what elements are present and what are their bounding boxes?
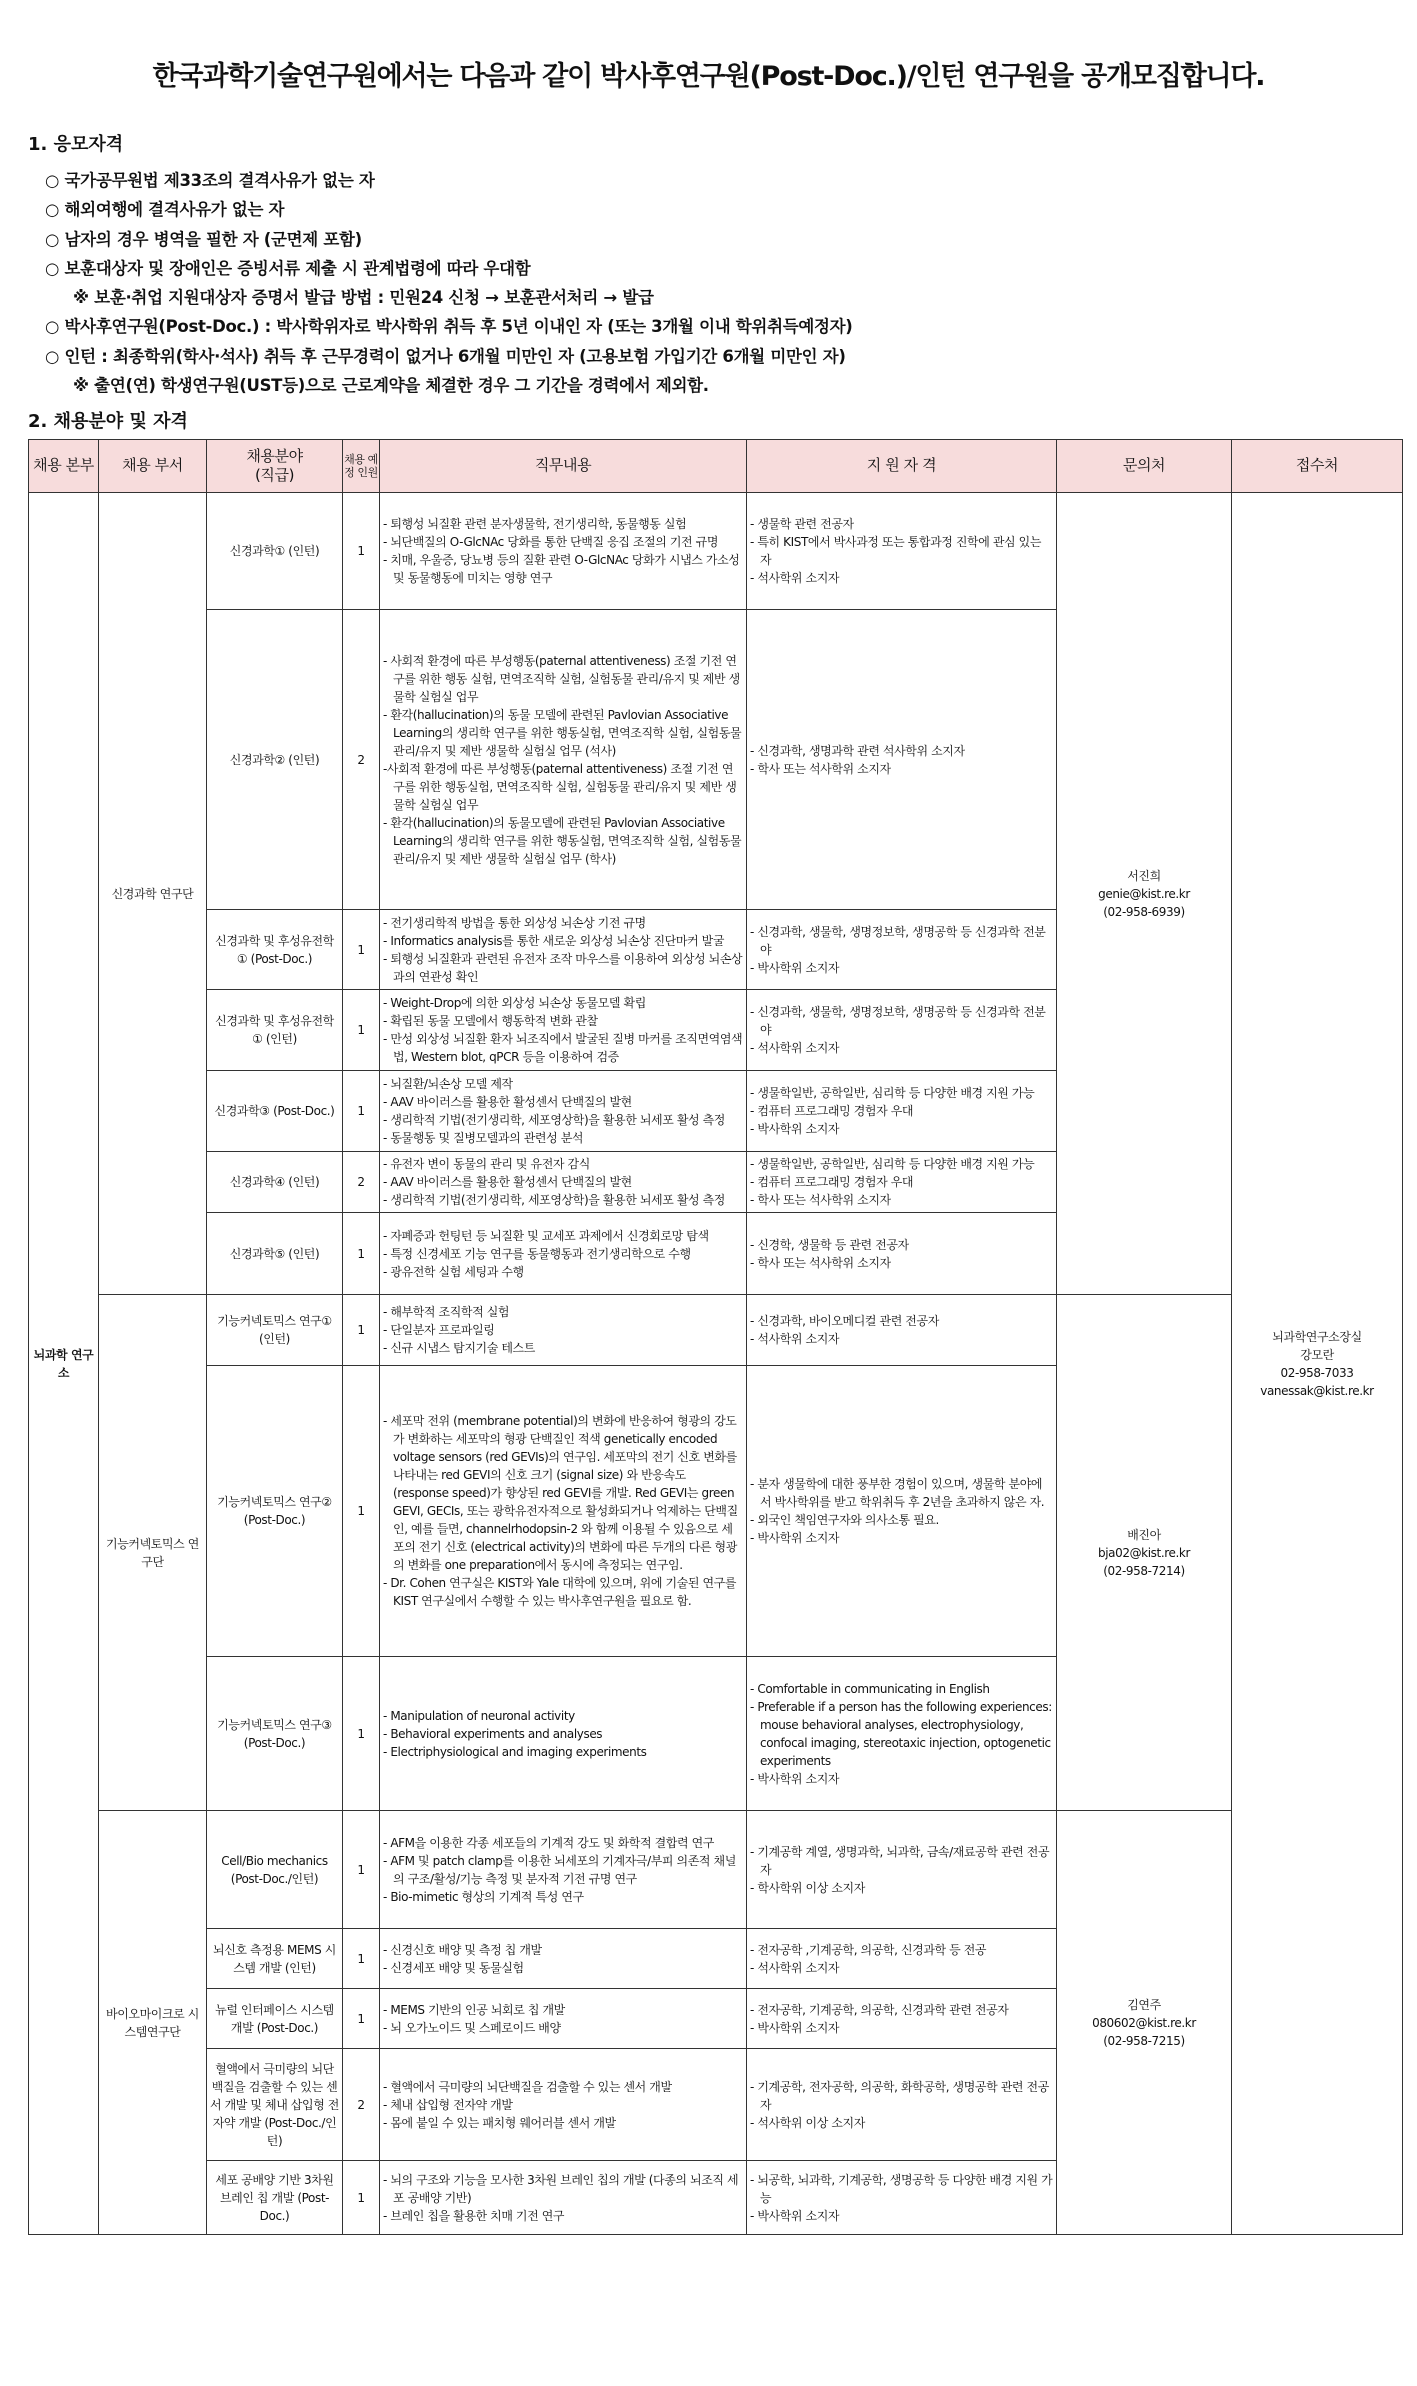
duty-item: - 생리학적 기법(전기생리학, 세포영상학)을 활용한 뇌세포 활성 측정 [383,1113,725,1127]
receiver-line: 02-958-7033 [1280,1365,1354,1380]
duties-cell [380,1657,747,1811]
department-name: 기능커넥토믹스 연구단 [99,1295,207,1811]
contact-info [1057,1811,1232,2235]
headcount: 2 [343,1152,380,1213]
qualification-line: - 컴퓨터 프로그래밍 경험자 우대 [750,1104,914,1118]
headcount: 1 [343,1989,380,2049]
qualification-line: - 석사학위 소지자 [750,1960,840,1975]
duty-item: - AAV 바이러스를 활용한 활성센서 단백질의 발현 [383,1095,632,1109]
qualification-item: ○ 보훈대상자 및 장애인은 증빙서류 제출 시 관계법령에 따라 우대함 [45,258,531,278]
qualification-list [45,166,1395,400]
headcount: 1 [343,1657,380,1811]
qualification-line: - 신경학, 생물학 등 관련 전공자 [750,1237,909,1252]
receiver-info [1232,493,1403,2235]
duties-cell [380,1213,747,1295]
section2-heading: 2. 채용분야 및 자격 [28,411,188,432]
header-receiver: 접수처 [1232,440,1403,493]
contact-name: 서진희 [1127,868,1161,883]
qualification-line: - 박사학위 소지자 [750,2020,840,2035]
qualification-line: - 전자공학, 기계공학, 의공학, 신경과학 관련 전공자 [750,2002,1009,2017]
duty-item: - 확립된 동물 모델에서 행동학적 변화 관찰 [383,1014,598,1028]
qualification-cell [747,1989,1057,2049]
duties-cell [380,1152,747,1213]
duty-item: - 유전자 변이 동물의 관리 및 유전자 감식 [383,1157,590,1171]
duty-item: - 자폐증과 헌팅턴 등 뇌질환 및 교세포 과제에서 신경회로망 탐색 [383,1228,709,1243]
headcount: 1 [343,1929,380,1989]
qualification-cell [747,2161,1057,2235]
duty-item: - 전기생리학적 방법을 통한 외상성 뇌손상 기전 규명 [383,915,646,930]
qualification-item: ○ 남자의 경우 병역을 필한 자 (군면제 포함) [45,229,362,249]
duty-item: - 환각(hallucination)의 동물 모델에 관련된 Pavlovian Associative Learning의 생리학 연구를 위한 행동실험, 면역조직학 실험, 실험동물 관리/유지 및 제반 생물학 실험실 업무 (석사) [383,707,742,758]
qualification-cell [747,610,1057,910]
header-duties: 직무내용 [380,440,747,493]
qualification-line: - 학사 또는 석사학위 소지자 [750,761,891,776]
duty-item: - 체내 삽입형 전자약 개발 [383,2097,513,2112]
duty-item: - 퇴행성 뇌질환 관련 분자생물학, 전기생리학, 동물행동 실험 [383,517,687,531]
duty-item: - 광유전학 실험 세팅과 수행 [383,1264,524,1279]
field-name: 기능커넥토믹스 연구③ (Post-Doc.) [207,1657,343,1811]
qualification-cell [747,2049,1057,2161]
headcount: 2 [343,2049,380,2161]
duty-item: - 단일분자 프로파일링 [383,1323,495,1337]
duty-item: - 세포막 전위 (membrane potential)의 변화에 반응하여 형광의 강도가 변화하는 세포막의 형광 단백질인 적색 genetically encoded voltage sensors (red GEVIs)의 연구임. 세포막의 전기 신호 변화를 나타내는 red GEVI의 신호 크기 (signal size) 와 반응속도 (response speed)가 향상된 red GEVI를 개발. Red GEVI는 green GEVI, GECIs, 또는 광학유전자적으로 활성화되거나 억제하는 단백질인, 예를 들면, channelrhodopsin-2 와 함께 이용될 수 있음으로 세포의 전기 신호 (electrical activity)의 변화에 따른 두개의 다른 형광의 변화를 one preparation에서 동시에 측정되는 연구임. [383,1414,738,1572]
receiver-line: 뇌과학연구소장실 [1272,1329,1362,1344]
duties-cell [380,1811,747,1929]
qualification-line: - 석사학위 소지자 [750,1041,840,1055]
qualification-item: ○ 국가공무원법 제33조의 결격사유가 없는 자 [45,171,375,190]
duty-item: - 뇌질환/뇌손상 모델 제작 [383,1077,513,1091]
headcount: 1 [343,1295,380,1366]
headcount: 1 [343,1213,380,1295]
qualification-cell [747,1213,1057,1295]
table-row [29,493,1403,610]
header-contact: 문의처 [1057,440,1232,493]
field-name: 신경과학⑤ (인턴) [207,1213,343,1295]
header-qualifications: 지 원 자 격 [747,440,1057,493]
qualification-line: - 전자공학 ,기계공학, 의공학, 신경과학 등 전공 [750,1942,987,1957]
qualification-line: - 생물학일반, 공학일반, 심리학 등 다양한 배경 지원 가능 [750,1086,1035,1100]
header-division: 채용 본부 [29,440,99,493]
qualification-cell [747,1295,1057,1366]
lab-name: 뇌과학 연구소 [29,493,99,2235]
qualification-line: - 신경과학, 생명과학 관련 석사학위 소지자 [750,743,965,758]
contact-phone: (02-958-7214) [1103,1563,1185,1578]
qualification-line: - 학사학위 이상 소지자 [750,1880,865,1895]
contact-info [1057,493,1232,1295]
duties-cell [380,2161,747,2235]
duty-item: - 사회적 환경에 따른 부성행동(paternal attentiveness) 조절 기전 연구를 위한 행동 실험, 면역조직학 실험, 실험동물 관리/유지 및 제반 생물학 실험실 업무 [383,653,740,704]
qualification-cell [747,1811,1057,1929]
duty-item: - 생리학적 기법(전기생리학, 세포영상학)을 활용한 뇌세포 활성 측정 [383,1193,725,1207]
duty-item: - 뇌단백질의 O-GlcNAc 당화를 통한 단백질 응집 조절의 기전 규명 [383,535,719,549]
qualification-line: - 박사학위 소지자 [750,960,840,975]
qualification-item: ○ 박사후연구원(Post-Doc.) : 박사학위자로 박사학위 취득 후 5년 이내인 자 (또는 3개월 이내 학위취득예정자) [45,317,853,337]
duty-item: - 몸에 붙일 수 있는 패치형 웨어러블 센서 개발 [383,2115,616,2130]
contact-phone: (02-958-6939) [1103,904,1185,919]
duty-item: - AAV 바이러스를 활용한 활성센서 단백질의 발현 [383,1175,632,1189]
department-name: 바이오마이크로 시스템연구단 [99,1811,207,2235]
duty-item: - 신경세포 배양 및 동물실험 [383,1960,524,1975]
qualification-line: - 박사학위 소지자 [750,1122,840,1136]
headcount: 1 [343,493,380,610]
qualification-line: - 컴퓨터 프로그래밍 경험자 우대 [750,1175,914,1189]
duty-item: - Informatics analysis를 통한 새로운 외상성 뇌손상 진단마커 발굴 [383,933,725,948]
field-name: 신경과학② (인턴) [207,610,343,910]
qualification-cell [747,1657,1057,1811]
field-name: Cell/Bio mechanics (Post-Doc./인턴) [207,1811,343,1929]
qualification-line: - 학사 또는 석사학위 소지자 [750,1255,891,1270]
field-name: 신경과학 및 후성유전학① (인턴) [207,990,343,1071]
duty-item: - 뇌 오가노이드 및 스페로이드 배양 [383,2020,561,2035]
qualification-cell [747,493,1057,610]
table-header-row [29,440,1403,493]
field-name: 세포 공배양 기반 3차원 브레인 칩 개발 (Post-Doc.) [207,2161,343,2235]
duties-cell [380,990,747,1071]
recruitment-table [28,439,1403,2235]
duty-item: - AFM 및 patch clamp를 이용한 뇌세포의 기계자극/부피 의존적 채널의 구조/활성/기능 측정 및 분자적 기전 규명 연구 [383,1853,736,1886]
duty-item: - Bio-mimetic 형상의 기계적 특성 연구 [383,1889,584,1904]
duties-cell [380,1295,747,1366]
duty-item: - 신경신호 배양 및 측정 칩 개발 [383,1942,542,1957]
headcount: 1 [343,1811,380,1929]
contact-email: genie@kist.re.kr [1098,886,1190,901]
qualification-line: - 박사학위 소지자 [750,1771,840,1786]
headcount: 1 [343,2161,380,2235]
duty-item: - 신규 시냅스 탐지기술 테스트 [383,1341,535,1355]
table-row [29,1811,1403,1929]
duty-item: - Manipulation of neuronal activity [383,1708,575,1723]
contact-email: 080602@kist.re.kr [1092,2015,1196,2030]
qualification-line: - 신경과학, 생물학, 생명정보학, 생명공학 등 신경과학 전분야 [750,924,1046,957]
field-name: 기능커넥토믹스 연구② (Post-Doc.) [207,1366,343,1657]
contact-info [1057,1295,1232,1811]
table-row [29,1295,1403,1366]
qualification-cell [747,1071,1057,1152]
qualification-line: - 기계공학 계열, 생명과학, 뇌과학, 금속/재료공학 관련 전공자 [750,1844,1050,1877]
qualification-line: - 특히 KIST에서 박사과정 또는 통합과정 진학에 관심 있는 자 [750,535,1042,567]
qualification-line: - 생물학 관련 전공자 [750,517,854,531]
field-name: 기능커넥토믹스 연구① (인턴) [207,1295,343,1366]
qualification-cell [747,910,1057,990]
duties-cell [380,493,747,610]
receiver-line: 강모란 [1300,1347,1334,1362]
qualification-line: - 신경과학, 바이오메디컬 관련 전공자 [750,1314,939,1328]
duty-item: -사회적 환경에 따른 부성행동(paternal attentiveness) 조절 기전 연구를 위한 행동실험, 면역조직학 실험, 실험동물 관리/유지 및 제반 생물학 실험실 업무 [383,761,737,812]
field-name: 신경과학 및 후성유전학① (Post-Doc.) [207,910,343,990]
duties-cell [380,910,747,990]
duty-item: - 브레인 칩을 활용한 치매 기전 연구 [383,2208,565,2223]
duties-cell [380,1366,747,1657]
duty-item: - 퇴행성 뇌질환과 관련된 유전자 조작 마우스를 이용하여 외상성 뇌손상과의 연관성 확인 [383,951,743,984]
headcount: 1 [343,910,380,990]
duty-item: - Weight-Drop에 의한 외상성 뇌손상 동물모델 확립 [383,996,646,1010]
qualification-cell [747,1929,1057,1989]
qualification-line: - 생물학일반, 공학일반, 심리학 등 다양한 배경 지원 가능 [750,1157,1035,1171]
qualification-line: - 석사학위 이상 소지자 [750,2115,865,2130]
duty-item: - 만성 외상성 뇌질환 환자 뇌조직에서 발굴된 질병 마커를 조직면역염색법, Western blot, qPCR 등을 이용하여 검증 [383,1032,743,1064]
field-name: 뇌신호 측정용 MEMS 시스템 개발 (인턴) [207,1929,343,1989]
duty-item: - 혈액에서 극미량의 뇌단백질을 검출할 수 있는 센서 개발 [383,2079,672,2094]
qualification-line: - 외국인 책임연구자와 의사소통 필요. [750,1513,939,1527]
qualification-line: - 학사 또는 석사학위 소지자 [750,1193,891,1207]
headcount: 2 [343,610,380,910]
duty-item: - AFM을 이용한 각종 세포들의 기계적 강도 및 화학적 결합력 연구 [383,1835,714,1850]
qualification-cell [747,1366,1057,1657]
header-department: 채용 부서 [99,440,207,493]
qualification-item: ○ 인턴 : 최종학위(학사·석사) 취득 후 근무경력이 없거나 6개월 미만인 자 (고용보험 가입기간 6개월 미만인 자) [45,346,846,366]
qualification-line: - Preferable if a person has the following experiences: mouse behavioral analyses, electrophysiology, confocal imaging, stereotaxic injection, optogenetic experiments [750,1699,1052,1768]
qualification-cell [747,990,1057,1071]
header-headcount: 채용 예정 인원 [343,440,380,493]
qualification-line: - 분자 생물학에 대한 풍부한 경험이 있으며, 생물학 분야에서 박사학위를 받고 학위취득 후 2년을 초과하지 않은 자. [750,1477,1045,1509]
receiver-line: vanessak@kist.re.kr [1260,1383,1374,1398]
headcount: 1 [343,1071,380,1152]
duty-item: - 치매, 우울증, 당뇨병 등의 질환 관련 O-GlcNAc 당화가 시냅스 가소성 및 동물행동에 미치는 영향 연구 [383,553,740,585]
duty-item: - 뇌의 구조와 기능을 모사한 3차원 브레인 칩의 개발 (다종의 뇌조직 세포 공배양 기반) [383,2172,739,2205]
duty-item: - 특정 신경세포 기능 연구를 동물행동과 전기생리학으로 수행 [383,1246,691,1261]
duty-item: - 해부학적 조직학적 실험 [383,1305,510,1319]
field-name: 뉴럴 인터페이스 시스템 개발 (Post-Doc.) [207,1989,343,2049]
duties-cell [380,610,747,910]
section1-heading: 1. 응모자격 [28,134,124,155]
qualification-line: - 석사학위 소지자 [750,571,840,585]
duty-item: - Dr. Cohen 연구실은 KIST와 Yale 대학에 있으며, 위에 기술된 연구를 KIST 연구실에서 수행할 수 있는 박사후연구원을 필요로 함. [383,1576,737,1608]
department-name: 신경과학 연구단 [99,493,207,1295]
duty-item: - MEMS 기반의 인공 뇌회로 칩 개발 [383,2002,565,2017]
contact-name: 배진아 [1127,1527,1161,1542]
duties-cell [380,2049,747,2161]
headcount: 1 [343,990,380,1071]
qualification-line: - 박사학위 소지자 [750,1531,840,1545]
header-field: 채용분야 (직급) [207,440,343,493]
qualification-note: ※ 보훈·취업 지원대상자 증명서 발급 방법 : 민원24 신청 → 보훈관서처리 → 발급 [73,288,654,308]
page-title: 한국과학기술연구원에서는 다음과 같이 박사후연구원(Post-Doc.)/인턴 연구원을 공개모집합니다. [152,61,1265,92]
duty-item: - 동물행동 및 질병모델과의 관련성 분석 [383,1131,584,1145]
duty-item: - Electriphysiological and imaging experiments [383,1744,647,1759]
qualification-line: - 신경과학, 생물학, 생명정보학, 생명공학 등 신경과학 전분야 [750,1005,1046,1037]
qualification-cell [747,1152,1057,1213]
headcount: 1 [343,1366,380,1657]
duties-cell [380,1929,747,1989]
qualification-line: - Comfortable in communicating in English [750,1681,990,1696]
duties-cell [380,1071,747,1152]
field-name: 혈액에서 극미량의 뇌단백질을 검출할 수 있는 센서 개발 및 체내 삽입형 전자약 개발 (Post-Doc./인턴) [207,2049,343,2161]
qualification-note: ※ 출연(연) 학생연구원(UST등)으로 근로계약을 체결한 경우 그 기간을 경력에서 제외함. [73,376,709,396]
qualification-line: - 석사학위 소지자 [750,1332,840,1346]
duties-cell [380,1989,747,2049]
qualification-line: - 뇌공학, 뇌과학, 기계공학, 생명공학 등 다양한 배경 지원 가능 [750,2172,1053,2205]
contact-email: bja02@kist.re.kr [1098,1545,1190,1560]
duty-item: - 환각(hallucination)의 동물모델에 관련된 Pavlovian Associative Learning의 생리학 연구를 위한 행동실험, 면역조직학 실험, 실험동물 관리/유지 및 제반 생물학 실험실 업무 (학사) [383,815,742,866]
qualification-item: ○ 해외여행에 결격사유가 없는 자 [45,200,285,220]
duty-item: - Behavioral experiments and analyses [383,1726,603,1741]
field-name: 신경과학③ (Post-Doc.) [207,1071,343,1152]
field-name: 신경과학④ (인턴) [207,1152,343,1213]
contact-name: 김연주 [1127,1997,1161,2012]
field-name: 신경과학① (인턴) [207,493,343,610]
contact-phone: (02-958-7215) [1103,2033,1185,2048]
qualification-line: - 기계공학, 전자공학, 의공학, 화학공학, 생명공학 관련 전공자 [750,2079,1049,2112]
qualification-line: - 박사학위 소지자 [750,2208,840,2223]
